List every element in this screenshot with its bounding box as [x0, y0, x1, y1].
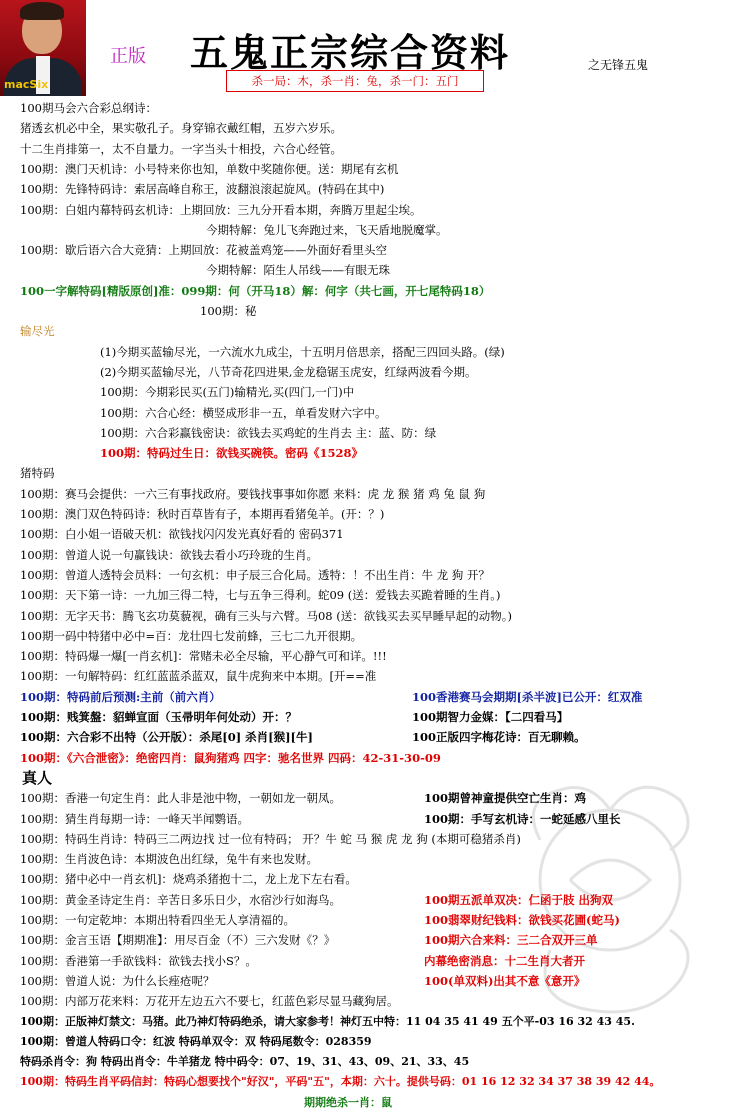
info-line-left: 100期：六合彩不出特（公开版）：杀尾[0] 杀肖[猴][牛] — [20, 730, 313, 745]
section-heading: 真人 — [22, 768, 53, 787]
info-line: 100期：曾道人说一句赢钱诀：欲钱去看小巧玲珑的生肖。 — [20, 547, 318, 562]
info-line: 猪透玄机必中全，果实敬孔子。身穿锦衣戴红帽，五岁六岁乐。 — [20, 121, 342, 136]
info-line: 100期：六合彩赢钱密诀：欲钱去买鸡蛇的生肖去 主：蓝、防：绿 — [100, 425, 437, 440]
info-line: 100期：先锋特码诗：索居高峰自称王，波翻浪滚起旋风。(特码在其中) — [20, 182, 385, 197]
info-line: 100期：天下第一诗：一九加三得二特，七与五争三得利。蛇09 (送：爱钱去买跪着睡的生肖。) — [20, 588, 501, 603]
info-line-left: 100期：特码前后预测:主前（前六肖） — [20, 689, 221, 704]
author-name: 之无锋五鬼 — [588, 58, 649, 72]
page-title: 五鬼正宗综合资料 — [190, 31, 511, 75]
info-line: 100一字解特码[精版原创]准：099期：何（开马18）解：何字（共七画，开七尾特码18） — [20, 283, 491, 298]
info-line: 100期：特码生肖平码信封：特码心想要找个"好汉"，平码"五"，本期：六十。提供号码：01 16 12 32 34 37 38 39 42 44。 — [20, 1075, 661, 1089]
info-line: (1)今期买蓝输尽光，一六流水九成尘，十五明月倍思亲，搭配三四回头路。(绿) — [100, 344, 505, 359]
kill-summary-box: 杀一局：木，杀一肖：兔，杀一门：五门 — [226, 70, 484, 92]
info-line: 100期：六合心经：横竖成形非一五，单看发财六字中。 — [100, 405, 387, 420]
info-line-right: 100(单双料)出其不意《意开》 — [424, 973, 586, 988]
photo-brand-logo: macSix — [4, 78, 49, 91]
info-line: 期期绝杀一肖：鼠 — [304, 1095, 392, 1109]
info-line: 100期一码中特猪中必中=百：龙壮四七发前蜂，三七二九开很期。 — [20, 628, 363, 643]
info-line: 100期：澳门天机诗：小号特来你也知，单数中奖随你便。送：期尾有玄机 — [20, 161, 399, 176]
info-line: 100期：正版神灯禁文：马猪。此乃神灯特码绝杀，请大家参考！神灯五中特：11 04 35 41 49 五个平-03 16 32 43 45. — [20, 1014, 635, 1028]
photo-hair — [20, 2, 64, 20]
info-line-left: 100期：猜生肖每期一诗：一峰天半闻鹦语。 — [20, 811, 249, 826]
info-line: 100期：曾道人透特会员料：一句玄机：申子辰三合化局。透特：！不出生肖：牛 龙 狗 开？ — [20, 567, 490, 582]
info-line: 100期：特码过生日：欲钱买碗筷。密码《1528》 — [100, 446, 364, 461]
info-line: 100期：秘 — [200, 304, 257, 318]
info-line-left: 100期：内部万花来料：万花开左边五六不要七，红蓝色彩尽显马藏狗居。 — [20, 994, 399, 1009]
info-line: 100期：无字天书：腾飞玄功莫藐视，确有三头与六臂。马08 (送：欲钱买去买早睡早起的动物。) — [20, 608, 512, 623]
info-line: 100期：白姐内幕特码玄机诗：上期回放：三九分开看本期，奔腾万里起尘埃。 — [20, 202, 422, 217]
info-line-left: 100期：生肖波色诗：本期波色出红绿，兔牛有来也发财。 — [20, 852, 318, 867]
info-line: 100期马会六合彩总纲诗： — [20, 101, 157, 115]
info-line-left: 100期：金言玉语【期期准】：用尽百金（不）三六发财《？》 — [20, 933, 336, 948]
info-line: 100期：歇后语六合大竞猜：上期回放：花被盖鸡笼——外面好看里头空 — [20, 243, 387, 258]
info-line: 100期：一句解特码：红红蓝蓝杀蓝双，鼠牛虎狗来中本期。[开==准 — [20, 669, 377, 684]
info-line-right: 100期五派单双决：仁函于肢 出狗双 — [424, 892, 614, 907]
info-line-left: 100期：香港一句定生肖：此人非是池中物，一朝如龙一朝凤。 — [20, 791, 341, 806]
info-line-right: 100期六合来料：三二合双开三单 — [424, 933, 598, 948]
info-line-right: 100期智力金媒：【二四看马】 — [412, 710, 569, 724]
info-line-left: 100期：黄金圣诗定生肖：辛苦日多乐日少，水宿沙行如海鸟。 — [20, 892, 341, 907]
info-line: 输尽光 — [20, 324, 55, 339]
info-line: 猪特码 — [20, 466, 55, 481]
info-line: 100期：曾道人特码口令：红波 特码单双令：双 特码尾数令：028359 — [20, 1034, 372, 1048]
info-line-right: 100期：手写玄机诗：一蛇延感八里长 — [424, 811, 621, 826]
info-line-right: 内幕绝密消息：十二生肖大者开 — [424, 953, 585, 968]
info-line-left: 100期：曾道人说：为什么长痤疮呢？ — [20, 973, 215, 988]
info-line: 特码杀肖令：狗 特码出肖令：牛羊猪龙 特中码令：07、19、31、43、09、21、33、45 — [20, 1055, 470, 1069]
info-line: 100期：赛马会提供：一六三有事找政府。要钱找事事如你愿 来料：虎 龙 猴 猪 鸡 兔 鼠 狗 — [20, 486, 486, 501]
info-line: 今期特解：兔儿飞奔跑过来，飞天盾地脱魔掌。 — [206, 222, 448, 237]
info-line: 今期特解：陌生人吊线——有眼无珠 — [206, 263, 390, 278]
info-line: 100期：澳门双色特码诗：秋时百草皆有子，本期再看猪兔羊。(开：？) — [20, 507, 385, 521]
author-photo — [0, 0, 86, 96]
info-line: (2)今期买蓝输尽光，八节奇花四进果,金龙稳锯玉虎安，红绿两波看今期。 — [100, 364, 477, 379]
secret-line: 100期：《六合泄密》：绝密四肖：鼠狗猪鸡 四字：驰名世界 四码：42-31-30-09 — [20, 750, 441, 765]
edition-label: 正版 — [110, 46, 146, 67]
info-line-right: 100正版四字梅花诗：百无聊赖。 — [412, 730, 586, 745]
info-line: 十二生肖排第一，太不自量力。一字当头十相投，六合心经管。 — [20, 141, 342, 156]
info-line-right: 100期曾神童提供空亡生肖：鸡 — [424, 791, 587, 806]
info-line-left: 100期：猪中必中一肖玄机]：烧鸡杀猪抱十二，龙上龙下左右看。 — [20, 872, 357, 887]
info-line-right: 100翡翠财纪钱料：欲钱买花圃(蛇马) — [424, 913, 620, 927]
info-line: 100期：白小姐一语破天机：欲钱找闪闪发光真好看的 密码371 — [20, 527, 344, 542]
info-line-left: 100期：香港第一手欲钱料：欲钱去找小S？。 — [20, 953, 257, 968]
info-line-left: 100期：一句定乾坤：本期出特看四坐无人享清福的。 — [20, 913, 295, 927]
info-line: 100期：今期彩民买(五门)输精光,买(四门,一门)中 — [100, 385, 355, 400]
info-line-right: 100香港赛马会期期[杀半波]已公开：红双准 — [412, 689, 643, 704]
info-line-left: 100期：贱箕盤：貂蝉宣面（玉帚明年何处动）开：？ — [20, 710, 298, 724]
info-line: 100期：特码爆一爆[一肖玄机]：常赌未必全尽输，平心静气可和详。!!! — [20, 649, 387, 664]
info-line-left: 100期：特码生肖诗：特码三二两边找 过一位有特码； 开？牛 蛇 马 猴 虎 龙 狗 (本期可稳猪杀肖) — [20, 831, 521, 846]
